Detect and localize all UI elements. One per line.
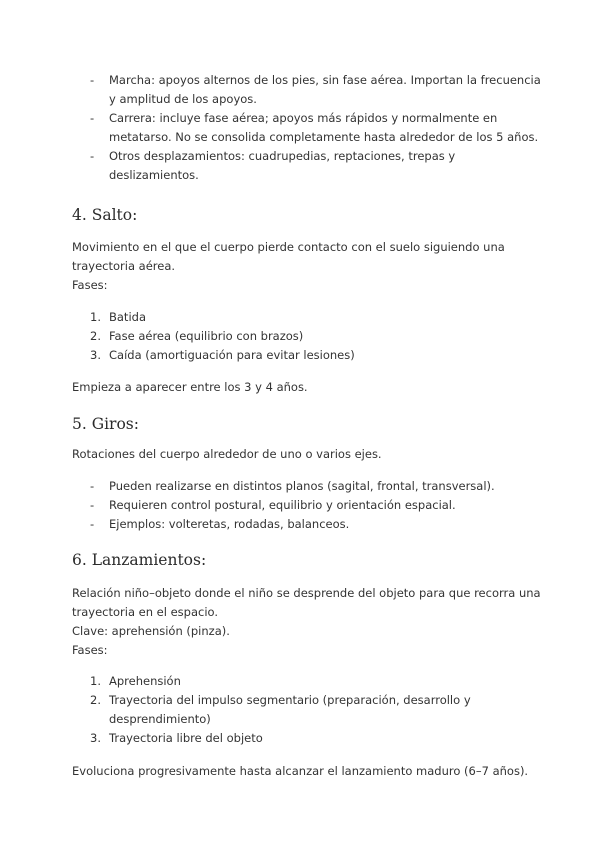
list-item: - Carrera: incluye fase aérea; apoyos más rápidos y normalmente en metatarso. No se consolida completamente hasta alrededor de los 5 años. — [90, 111, 539, 144]
list-item: 3. Caída (amortiguación para evitar lesiones) — [90, 348, 355, 362]
list-item: - Otros desplazamientos: cuadrupedias, reptaciones, trepas y deslizamientos. — [90, 149, 456, 182]
giros-list — [72, 477, 542, 534]
section-heading-salto: 4. Salto: — [72, 206, 138, 224]
list-item: - Requieren control postural, equilibrio y orientación espacial. — [90, 498, 456, 512]
list-item: 1. Batida — [90, 310, 146, 324]
salto-fases-list — [72, 308, 542, 365]
list-item: - Ejemplos: volteretas, rodadas, balanceos. — [90, 517, 350, 531]
list-item: 2. Fase aérea (equilibrio con brazos) — [90, 329, 304, 343]
section-heading-giros: 5. Giros: — [72, 415, 139, 433]
list-item: 2. Trayectoria del impulso segmentario (preparación, desarrollo y desprendimiento) — [90, 693, 471, 726]
list-item: - Marcha: apoyos alternos de los pies, sin fase aérea. Importan la frecuencia y amplitud de los apoyos. — [90, 73, 541, 106]
list-item: 3. Trayectoria libre del objeto — [90, 731, 263, 745]
lanzamientos-note: Evoluciona progresivamente hasta alcanzar el lanzamiento maduro (6–7 años). — [72, 764, 529, 778]
list-item: 1. Aprehensión — [90, 674, 181, 688]
lanzamientos-fases-list — [72, 672, 542, 748]
salto-intro: Movimiento en el que el cuerpo pierde contacto con el suelo siguiendo una trayectoria aérea. — [72, 240, 505, 273]
lanzamientos-intro: Relación niño–objeto donde el niño se desprende del objeto para que recorra una trayectoria en el espacio. — [72, 586, 541, 619]
salto-fases-label: Fases: — [72, 278, 108, 292]
locomotion-list — [72, 71, 542, 185]
lanzamientos-clave: Clave: aprehensión (pinza). — [72, 624, 230, 638]
salto-note: Empieza a aparecer entre los 3 y 4 años. — [72, 380, 308, 394]
lanzamientos-fases-label: Fases: — [72, 643, 108, 657]
giros-intro: Rotaciones del cuerpo alrededor de uno o varios ejes. — [72, 447, 382, 461]
list-item: - Pueden realizarse en distintos planos (sagital, frontal, transversal). — [90, 479, 495, 493]
document-content — [72, 71, 542, 781]
section-heading-lanzamientos: 6. Lanzamientos: — [72, 551, 207, 569]
